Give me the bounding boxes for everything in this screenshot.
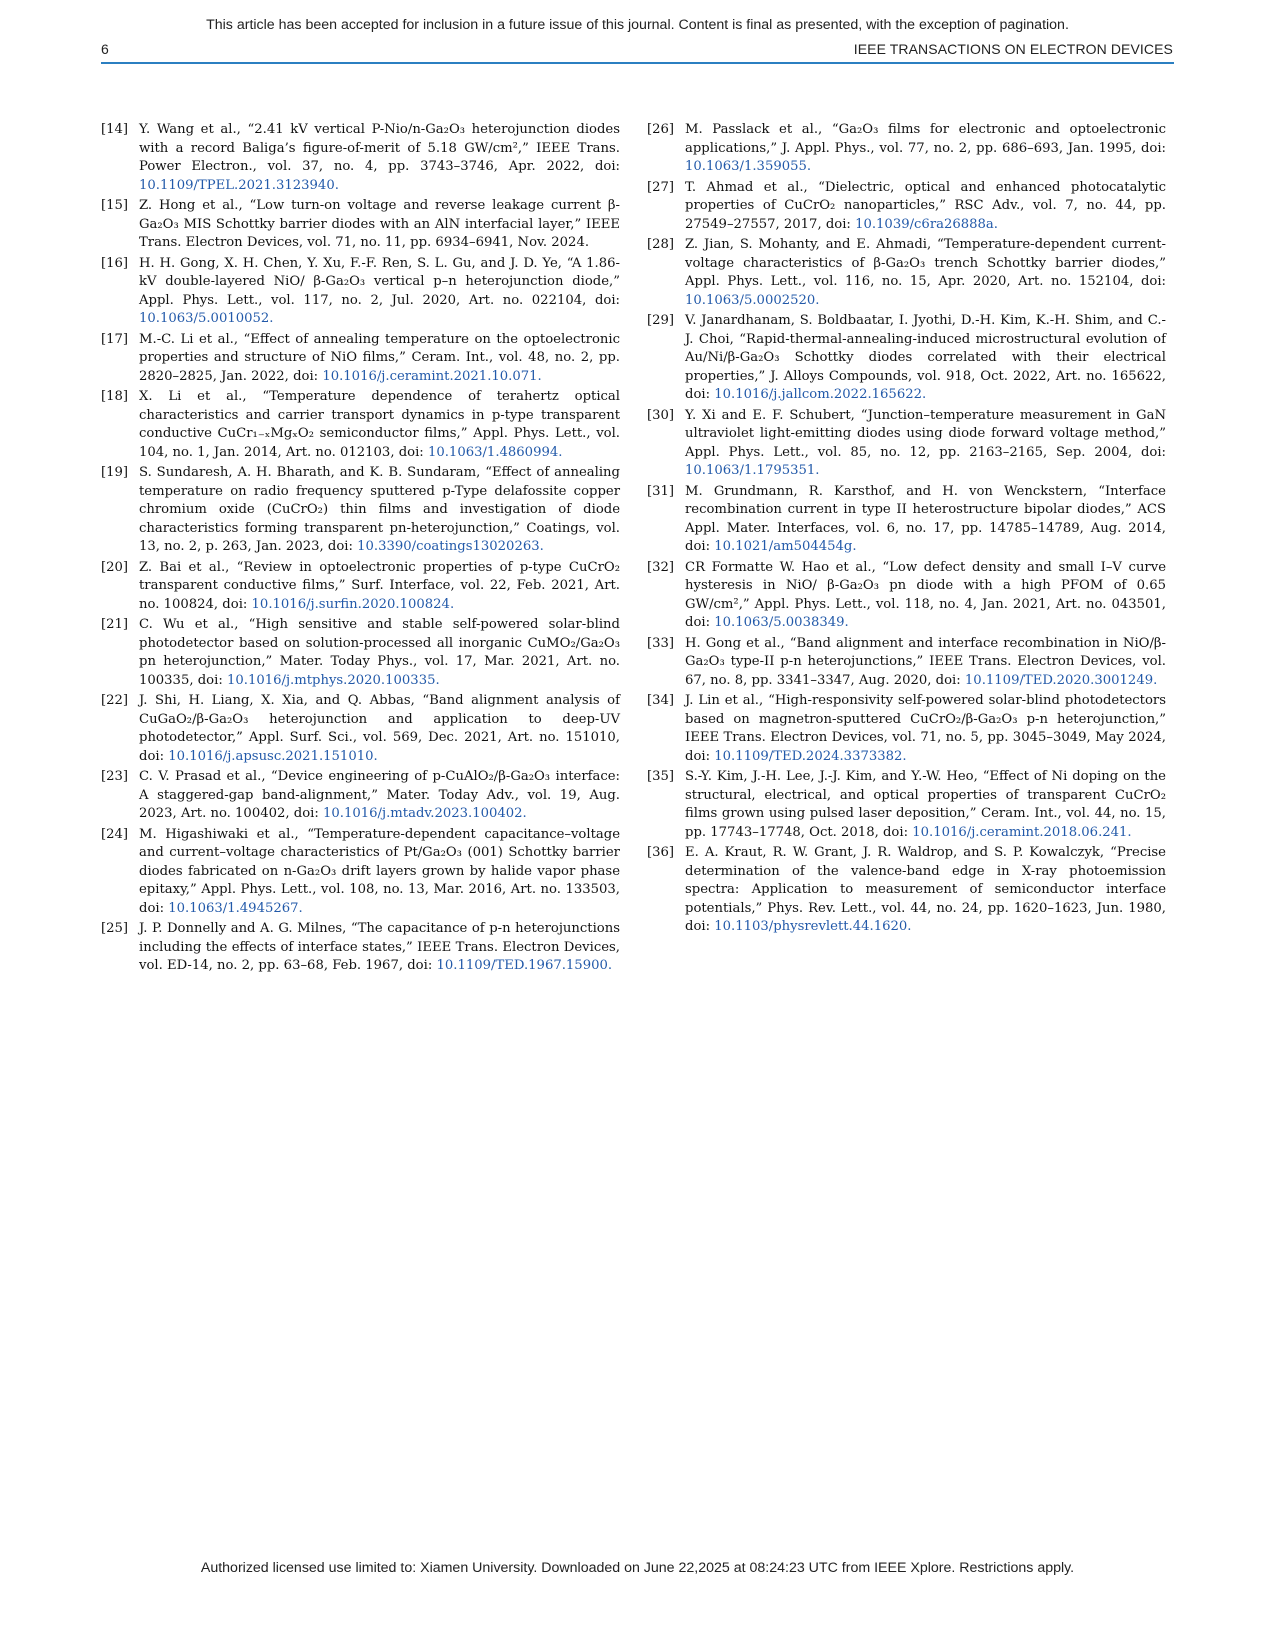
reference-item [647, 407, 1166, 481]
reference-number: [31] [647, 483, 675, 499]
reference-text: Z. Hong et al., “Low turn-on voltage and reverse leakage current β-Ga₂O₃ MIS Schottky barrier diodes with an AlN interfacial layer,” IEEE Trans. Electron Devices, vol. 71, no. 11, pp. 6934–6941, Nov. 2024. [139, 198, 620, 250]
reference-number: [14] [101, 122, 129, 137]
reference-text: T. Ahmad et al., “Dielectric, optical and enhanced photocatalytic properties of CuCrO₂ nanoparticles,” RSC Adv., vol. 7, no. 44, pp. 27549–27557, 2017, doi: [685, 179, 1166, 232]
reference-item [101, 692, 620, 766]
reference-number: [22] [101, 693, 129, 708]
reference-number: [16] [101, 255, 129, 271]
reference-doi-link[interactable]: 10.1016/j.ceramint.2021.10.071. [322, 368, 542, 384]
reference-doi-link[interactable]: 10.1016/j.mtadv.2023.100402. [323, 806, 527, 821]
reference-number: [29] [647, 313, 675, 328]
reference-number: [28] [647, 237, 675, 252]
reference-number: [15] [101, 198, 129, 213]
reference-item [101, 388, 620, 462]
reference-item [101, 616, 620, 690]
reference-text: J. Lin et al., “High-responsivity self-powered solar-blind photodetectors based on magnetron-sputtered CuCrO₂/β-Ga₂O₃ p-n heterojunction,” IEEE Trans. Electron Devices, vol. 71, no. 5, pp. 3045–3049, May 2024, doi: [685, 693, 1166, 764]
reference-doi-link[interactable]: 10.1016/j.jallcom.2022.165622. [714, 387, 927, 402]
reference-doi-link[interactable]: 10.1016/j.apsusc.2021.151010. [168, 748, 378, 764]
reference-text: Z. Bai et al., “Review in optoelectronic properties of p-type CuCrO₂ transparent conductive films,” Surf. Interface, vol. 22, Feb. 2021, Art. no. 100824, doi: [139, 559, 620, 612]
reference-text: CR Formatte W. Hao et al., “Low defect density and small I–V curve hysteresis in NiO/ β-Ga₂O₃ pn diode with a high PFOM of 0.65 GW/cm²,” Appl. Phys. Lett., vol. 118, no. 4, Jan. 2021, Art. no. 043501, doi: [685, 559, 1166, 630]
reference-doi-link[interactable]: 10.1109/TPEL.2021.3123940. [139, 177, 339, 193]
reference-number: [25] [101, 921, 129, 936]
reference-text: H. Gong et al., “Band alignment and interface recombination in NiO/β-Ga₂O₃ type-II p-n heterojunctions,” IEEE Trans. Electron Devices, vol. 67, no. 8, pp. 3341–3347, Aug. 2020, doi: [685, 635, 1166, 688]
reference-number: [27] [647, 179, 675, 195]
reference-number: [30] [647, 407, 675, 423]
reference-number: [23] [101, 769, 129, 784]
reference-text: J. Shi, H. Liang, X. Xia, and Q. Abbas, “Band alignment analysis of CuGaO₂/β-Ga₂O₃ heterojunction and application to deep-UV photodetector,” Appl. Surf. Sci., vol. 569, Dec. 2021, Art. no. 151010, doi: [139, 693, 620, 764]
reference-doi-link[interactable]: 10.1063/1.359055. [685, 159, 812, 174]
reference-item [101, 197, 620, 253]
reference-item [647, 236, 1166, 310]
reference-text: E. A. Kraut, R. W. Grant, J. R. Waldrop, and S. P. Kowalczyk, “Precise determination of the valence-band edge in X-ray photoemission spectra: Application to measurement of semiconductor interface potentials,” Phys. Rev. Lett., vol. 44, no. 24, pp. 1620–1623, Jun. 1980, doi: [685, 845, 1166, 934]
reference-doi-link[interactable]: 10.3390/coatings13020263. [357, 539, 544, 554]
reference-text: M. Grundmann, R. Karsthof, and H. von Wenckstern, “Interface recombination current in type II heterostructure bipolar diodes,” ACS Appl. Mater. Interfaces, vol. 6, no. 17, pp. 14785–14789, Aug. 2014, doi: [685, 483, 1166, 554]
reference-item [101, 121, 620, 195]
references-left-column [101, 121, 620, 978]
reference-text: M. Higashiwaki et al., “Temperature-dependent capacitance–voltage and current–voltage characteristics of Pt/Ga₂O₃ (001) Schottky barrier diodes fabricated on n-Ga₂O₃ drift layers grown by halide vapor phase epitaxy,” Appl. Phys. Lett., vol. 108, no. 13, Mar. 2016, Art. no. 133503, doi: [139, 826, 620, 916]
reference-text: J. P. Donnelly and A. G. Milnes, “The capacitance of p-n heterojunctions including the effects of interface states,” IEEE Trans. Electron Devices, vol. ED-14, no. 2, pp. 63–68, Feb. 1967, doi: [139, 921, 620, 973]
reference-text: V. Janardhanam, S. Boldbaatar, I. Jyothi, D.-H. Kim, K.-H. Shim, and C.-J. Choi, “Rapid-thermal-annealing-induced microstructural evolution of Au/Ni/β-Ga₂O₃ Schottky diodes correlated with their electrical properties,” J. Alloys Compounds, vol. 918, Oct. 2022, Art. no. 165622, doi: [685, 313, 1166, 402]
reference-number: [17] [101, 331, 129, 347]
page-number: 6 [101, 41, 109, 57]
reference-doi-link[interactable]: 10.1063/5.0002520. [685, 292, 820, 308]
reference-text: C. V. Prasad et al., “Device engineering of p-CuAlO₂/β-Ga₂O₃ interface: A staggered-gap band-alignment,” Mater. Today Adv., vol. 19, Aug. 2023, Art. no. 100402, doi: [139, 769, 620, 821]
reference-number: [32] [647, 559, 675, 575]
reference-text: H. H. Gong, X. H. Chen, Y. Xu, F.-F. Ren, S. L. Gu, and J. D. Ye, “A 1.86-kV double-layered NiO/ β-Ga₂O₃ vertical p–n heterojunction diode,” Appl. Phys. Lett., vol. 117, no. 2, Jul. 2020, Art. no. 022104, doi: [139, 255, 620, 308]
reference-item [647, 312, 1166, 405]
reference-doi-link[interactable]: 10.1016/j.mtphys.2020.100335. [226, 672, 440, 688]
reference-doi-link[interactable]: 10.1063/1.4860994. [427, 444, 563, 460]
reference-doi-link[interactable]: 10.1063/1.4945267. [168, 900, 303, 916]
reference-number: [24] [101, 826, 129, 842]
reference-text: Y. Xi and E. F. Schubert, “Junction–temperature measurement in GaN ultraviolet light-emitting diodes using diode forward voltage method,” Appl. Phys. Lett., vol. 85, no. 12, pp. 2163–2165, Sep. 2004, doi: [685, 407, 1166, 460]
reference-text: C. Wu et al., “High sensitive and stable self-powered solar-blind photodetector based on solution-processed all inorganic CuMO₂/Ga₂O₃ pn heterojunction,” Mater. Today Phys., vol. 17, Mar. 2021, Art. no. 100335, doi: [139, 617, 620, 688]
reference-number: [26] [647, 122, 675, 137]
references-right-column [647, 121, 1166, 939]
reference-number: [33] [647, 635, 675, 651]
reference-text: S. Sundaresh, A. H. Bharath, and K. B. Sundaram, “Effect of annealing temperature on radio frequency sputtered p-Type delafossite copper chromium oxide (CuCrO₂) thin films and investigation of diode characteristics forming transparent pn-heterojunction,” Coatings, vol. 13, no. 2, p. 263, Jan. 2023, doi: [139, 465, 620, 554]
reference-number: [34] [647, 693, 675, 708]
license-footer: Authorized licensed use limited to: Xiamen University. Downloaded on June 22,2025 at 08:24:23 UTC from IEEE Xplore. Restrictions apply. [200, 1560, 1075, 1576]
reference-number: [21] [101, 617, 129, 632]
reference-text: S.-Y. Kim, J.-H. Lee, J.-J. Kim, and Y.-W. Heo, “Effect of Ni doping on the structural, electrical, and optical properties of transparent CuCrO₂ films grown using pulsed laser deposition,” Ceram. Int., vol. 44, no. 15, pp. 17743–17748, Oct. 2018, doi: [685, 769, 1166, 840]
reference-text: Y. Wang et al., “2.41 kV vertical P-Nio/n-Ga₂O₃ heterojunction diodes with a record Baliga’s figure-of-merit of 5.18 GW/cm²,” IEEE Trans. Power Electron., vol. 37, no. 4, pp. 3743–3746, Apr. 2022, doi: [139, 122, 620, 174]
reference-item [101, 331, 620, 387]
reference-doi-link[interactable]: 10.1016/j.ceramint.2018.06.241. [912, 824, 1132, 840]
reference-item [647, 844, 1166, 937]
reference-doi-link[interactable]: 10.1063/1.1795351. [685, 463, 820, 478]
reference-doi-link[interactable]: 10.1109/TED.2020.3001249. [964, 672, 1158, 688]
reference-number: [36] [647, 845, 675, 860]
reference-item [647, 692, 1166, 766]
reference-item [101, 768, 620, 824]
reference-text: Z. Jian, S. Mohanty, and E. Ahmadi, “Temperature-dependent current-voltage characteristics of β-Ga₂O₃ trench Schottky barrier diodes,” Appl. Phys. Lett., vol. 116, no. 15, Apr. 2020, Art. no. 152104, doi: [685, 237, 1166, 289]
reference-doi-link[interactable]: 10.1103/physrevlett.44.1620. [714, 919, 912, 934]
reference-item [101, 826, 620, 919]
reference-text: M.-C. Li et al., “Effect of annealing temperature on the optoelectronic properties and structure of NiO films,” Ceram. Int., vol. 48, no. 2, pp. 2820–2825, Jan. 2022, doi: [139, 331, 620, 384]
header-rule [101, 62, 1174, 64]
reference-number: [20] [101, 559, 129, 575]
reference-item [101, 920, 620, 976]
reference-doi-link[interactable]: 10.1109/TED.1967.15900. [436, 958, 613, 973]
reference-item [101, 464, 620, 557]
reference-doi-link[interactable]: 10.1109/TED.2024.3373382. [714, 748, 907, 764]
reference-number: [19] [101, 465, 129, 480]
reference-doi-link[interactable]: 10.1016/j.surfin.2020.100824. [251, 596, 455, 612]
reference-item [101, 255, 620, 329]
reference-item [647, 635, 1166, 691]
journal-name: IEEE TRANSACTIONS ON ELECTRON DEVICES [853, 41, 1173, 57]
reference-doi-link[interactable]: 10.1021/am504454g. [714, 539, 857, 554]
reference-number: [18] [101, 389, 129, 404]
reference-item [647, 121, 1166, 177]
reference-text: X. Li et al., “Temperature dependence of terahertz optical characteristics and carrier transport dynamics in p-type transparent conductive CuCr₁₋ₓMgₓO₂ semiconductor films,” Appl. Phys. Lett., vol. 104, no. 1, Jan. 2014, Art. no. 012103, doi: [139, 389, 620, 460]
reference-item [101, 559, 620, 615]
reference-item [647, 559, 1166, 633]
reference-number: [35] [647, 769, 675, 784]
reference-item [647, 179, 1166, 235]
reference-text: M. Passlack et al., “Ga₂O₃ films for electronic and optoelectronic applications,” J. Appl. Phys., vol. 77, no. 2, pp. 686–693, Jan. 1995, doi: [685, 122, 1166, 156]
reference-doi-link[interactable]: 10.1063/5.0010052. [139, 311, 274, 326]
acceptance-notice: This article has been accepted for inclusion in a future issue of this journal. Content is final as presented, with the exception of pagination. [206, 17, 1069, 33]
reference-doi-link[interactable]: 10.1039/c6ra26888a. [855, 216, 998, 232]
reference-item [647, 768, 1166, 842]
reference-item [647, 483, 1166, 557]
reference-doi-link[interactable]: 10.1063/5.0038349. [714, 615, 849, 630]
